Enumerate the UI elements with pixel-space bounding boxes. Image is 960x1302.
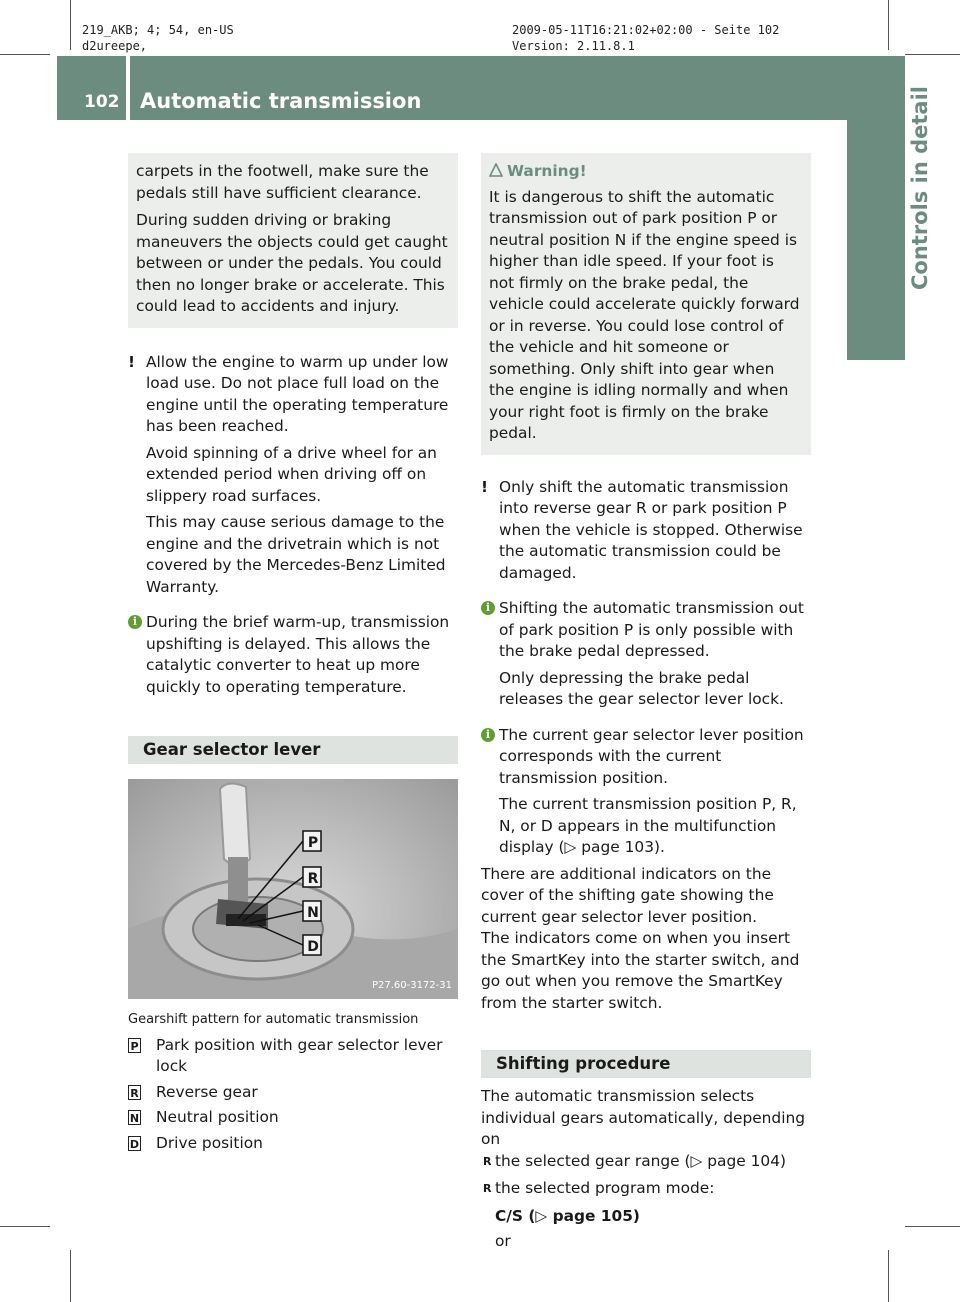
bullet-icon: R xyxy=(483,1182,492,1195)
crop-mark xyxy=(0,54,50,55)
bullet-icon: R xyxy=(483,1154,492,1168)
caution-mark-icon: ! xyxy=(128,352,136,371)
list-item-text: the selected gear range (▷ page 104) xyxy=(495,1151,786,1170)
crop-mark xyxy=(888,0,889,50)
print-meta-left xyxy=(82,22,234,54)
legend-key-r: R xyxy=(128,1085,141,1100)
right-column xyxy=(481,153,811,1253)
info-note xyxy=(481,725,811,859)
warning-continued-box xyxy=(128,153,458,328)
info-note xyxy=(481,598,811,711)
meta-line: 2009-05-11T16:21:02+02:00 - Seite 102 xyxy=(512,23,780,37)
print-meta-right xyxy=(512,22,779,54)
crop-mark xyxy=(905,1226,960,1227)
page-number: 102 xyxy=(84,92,120,112)
info-paragraph: During the brief warm-up, transmission upshifting is delayed. This allows the catalytic converter to heat up more quickly to operating temperature. xyxy=(146,613,450,696)
legend-key-n: N xyxy=(129,1112,140,1125)
warning-box xyxy=(481,153,811,455)
warning-triangle-icon xyxy=(489,163,503,177)
chapter-title: Automatic transmission xyxy=(140,89,422,113)
legend-text: Park position with gear selector lever lock xyxy=(156,1035,443,1075)
list-item xyxy=(481,1178,811,1200)
legend-text: Reverse gear xyxy=(156,1082,258,1101)
gate-letter-r: R xyxy=(307,871,319,887)
crop-mark xyxy=(0,1226,50,1227)
meta-line: 219_AKB; 4; 54, en-US xyxy=(82,23,234,37)
caution-paragraph: Allow the engine to warm up under low load use. Do not place full load on the engine until the operating temperature has been reached. xyxy=(146,352,449,435)
legend-key-d: D xyxy=(129,1137,140,1151)
legend-item xyxy=(128,1082,458,1104)
caution-paragraph: This may cause serious damage to the engine and the drivetrain which is not covered by the Mercedes-Benz Limited Warranty. xyxy=(146,513,446,596)
info-paragraph: The current transmission position P, R, N, or D appears in the multifunction display (▷ page 103). xyxy=(499,795,797,856)
side-section-label: Controls in detail xyxy=(908,86,932,290)
caution-paragraph: Avoid spinning of a drive wheel for an extended period when driving off on slippery road surfaces. xyxy=(146,443,437,505)
warning-title: Warning! xyxy=(507,162,587,180)
meta-line: d2ureepe, xyxy=(82,39,148,53)
warning-paragraph: It is dangerous to shift the automatic transmission out of park position P or neutral position N if the engine speed is higher than idle speed. If your foot is not firmly on the brake pedal, the vehicle could accelerate quickly forward or in reverse. You could lose control of the vehicle and hit someone or something. Only shift into gear when the engine is idling normally and when your right foot is firmly on the brake pedal. xyxy=(489,187,800,442)
caution-mark-icon: ! xyxy=(481,477,489,496)
gear-selector-photo xyxy=(128,779,458,999)
warning-paragraph: During sudden driving or braking maneuvers the objects could get caught between or under the pedals. You could then no longer brake or accelerate. This could lead to accidents and injury. xyxy=(136,211,448,315)
info-note xyxy=(128,612,458,698)
photo-code: P27.60-3172-31 xyxy=(371,979,452,991)
crop-mark xyxy=(905,54,960,55)
crop-mark xyxy=(888,1250,889,1302)
gate-letter-n: N xyxy=(307,905,319,921)
caution-note xyxy=(481,477,811,585)
legend-item xyxy=(128,1133,458,1155)
crop-mark xyxy=(70,0,71,50)
or-line: or xyxy=(495,1232,511,1250)
info-icon: i xyxy=(481,728,495,742)
left-column xyxy=(128,153,458,1158)
side-tab xyxy=(847,120,905,360)
info-icon: i xyxy=(481,601,495,615)
legend-text: Drive position xyxy=(156,1133,263,1152)
caution-note xyxy=(128,352,458,599)
legend-key-p: P xyxy=(128,1038,141,1053)
gate-letter-p: P xyxy=(307,835,319,851)
header-divider xyxy=(126,56,130,120)
body-paragraph: The automatic transmission selects individual gears automatically, depending on xyxy=(481,1087,805,1148)
program-mode-line: C/S (▷ page 105) xyxy=(495,1206,640,1225)
info-paragraph: The current gear selector lever position corresponds with the current transmission position. xyxy=(499,725,804,787)
warning-paragraph: carpets in the footwell, make sure the pedals still have sufficient clearance. xyxy=(136,162,429,202)
body-paragraph: There are additional indicators on the cover of the shifting gate showing the current gear selector lever position. xyxy=(481,864,774,926)
gate-letter-d: D xyxy=(307,939,319,955)
list-item xyxy=(481,1151,811,1173)
gear-selector-illustration xyxy=(128,779,458,999)
list-item-text: the selected program mode: xyxy=(495,1179,715,1197)
warning-heading xyxy=(489,161,803,183)
meta-line: Version: 2.11.8.1 xyxy=(512,39,635,53)
body-paragraph: The indicators come on when you insert the SmartKey into the starter switch, and go out when you remove the SmartKey from the starter switch. xyxy=(481,929,800,1012)
info-paragraph: Only depressing the brake pedal releases the gear selector lever lock. xyxy=(499,668,784,708)
legend-text: Neutral position xyxy=(156,1108,279,1126)
crop-mark xyxy=(70,1250,71,1302)
section-title-gear-selector: Gear selector lever xyxy=(128,736,458,764)
section-title-shifting-procedure: Shifting procedure xyxy=(481,1050,811,1078)
info-paragraph: Shifting the automatic transmission out of park position P is only possible with the brake pedal depressed. xyxy=(499,599,804,660)
info-icon: i xyxy=(128,615,142,629)
legend-item xyxy=(128,1035,458,1078)
photo-caption: Gearshift pattern for automatic transmission xyxy=(128,1012,419,1027)
caution-paragraph: Only shift the automatic transmission into reverse gear R or park position P when the vehicle is stopped. Otherwise the automatic transmission could be damaged. xyxy=(499,477,803,582)
legend-item xyxy=(128,1107,458,1129)
